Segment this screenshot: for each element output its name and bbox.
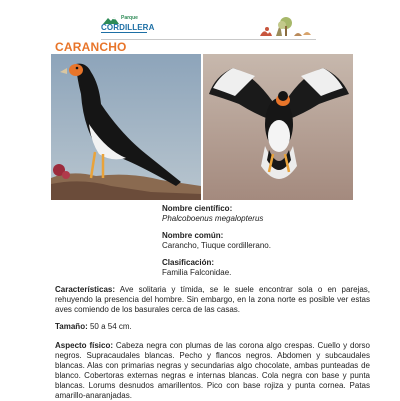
wildlife-illustration-icon — [258, 14, 313, 38]
species-info — [162, 204, 362, 278]
classification-value: Familia Falconidae. — [162, 268, 232, 277]
page-title: CARANCHO — [55, 40, 127, 54]
appearance-text: Cabeza negra con plumas de las corona algo crespas. Cuello y dorso negros. Supracaudales blancas. Pecho y flancos negros. Abdomen y subcaudales blancas. Alas con primarias negras y secundarias algo chocolate, ambas punteadas de blanco. Cobertoras externas negras e internas blancas. Cola negra con base y punta blancas. Lorums desnudos amarillentos. Pico con base rojiza y punta cornea. Patas amarillo-anaranjadas. — [55, 341, 371, 400]
common-name-value: Carancho, Tiuque cordillerano. — [162, 241, 271, 250]
characteristics-paragraph — [55, 285, 370, 315]
logo-prefix: Parque — [121, 15, 138, 21]
size-paragraph — [55, 322, 370, 332]
characteristics-text: Ave solitaria y tímida, se le suele encontrar sola o en parejas, rehuyendo la presencia del hombre. Sin embargo, en la zona norte es posible ver estas aves comiendo de los basurales cerca de las casas. — [55, 285, 370, 314]
appearance-paragraph — [55, 341, 370, 401]
scientific-name-value: Phalcoboenus megalopterus — [162, 214, 264, 223]
header-divider — [101, 39, 316, 40]
park-logo — [101, 15, 155, 38]
scientific-name-label: Nombre científico: — [162, 204, 233, 213]
logo-underline — [101, 32, 147, 33]
classification-label: Clasificación: — [162, 258, 215, 267]
appearance-label: Aspecto físico: — [55, 341, 114, 350]
characteristics-label: Características: — [55, 285, 116, 294]
size-label: Tamaño: — [55, 322, 88, 331]
perched-caracara-photo — [51, 54, 201, 200]
logo-name: CORDILLERA — [101, 23, 155, 32]
flying-caracara-photo — [203, 54, 353, 200]
page-header — [0, 10, 400, 40]
common-name-label: Nombre común: — [162, 231, 224, 240]
size-text: 50 a 54 cm. — [87, 322, 132, 331]
